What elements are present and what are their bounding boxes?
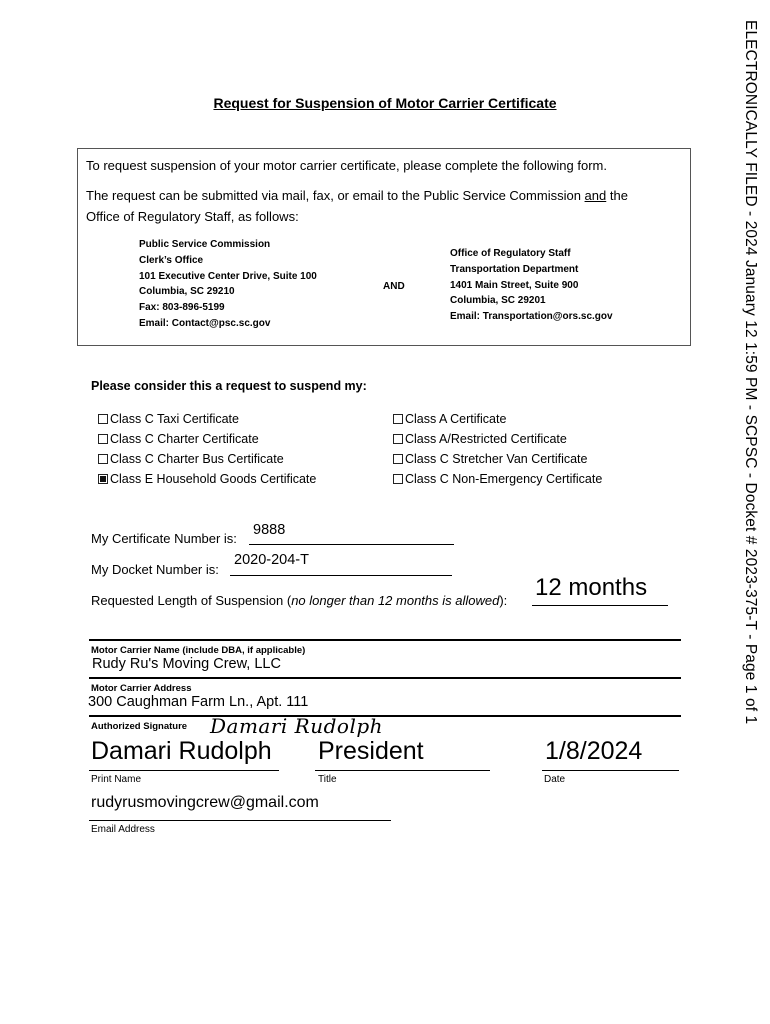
ors-dept: Transportation Department: [450, 263, 579, 275]
certificates-right-column: [393, 409, 602, 489]
cert-class-a[interactable]: Class A Certificate: [393, 409, 602, 429]
psc-name: Public Service Commission: [139, 239, 271, 250]
cert-class-e-household-goods[interactable]: Class E Household Goods Certificate: [98, 469, 316, 489]
ors-name: Office of Regulatory Staff: [450, 248, 571, 259]
ors-address-block: [450, 246, 613, 325]
ors-city: Columbia, SC 29201: [450, 295, 546, 307]
psc-city: Columbia, SC 29210: [139, 286, 235, 298]
carrier-address-value[interactable]: 300 Caughman Farm Ln., Apt. 111: [88, 694, 309, 710]
title-label: Title: [318, 774, 337, 785]
intro-line-1: To request suspension of your motor carrier certificate, please complete the following form.: [86, 158, 607, 173]
carrier-address-top-rule: [89, 677, 681, 679]
email-label: Email Address: [91, 824, 155, 835]
carrier-address-label: Motor Carrier Address: [91, 683, 192, 694]
checkbox[interactable]: [393, 474, 403, 484]
print-name-value[interactable]: Damari Rudolph: [91, 737, 272, 765]
checkbox[interactable]: [393, 414, 403, 424]
docket-number-value[interactable]: 2020-204-T: [234, 552, 309, 568]
suspension-length-label: Requested Length of Suspension (no longer than 12 months is allowed):: [91, 593, 508, 608]
title-value[interactable]: President: [318, 737, 424, 765]
title-line: [315, 770, 490, 771]
psc-address-block: [139, 237, 317, 332]
cert-class-c-non-emergency[interactable]: Class C Non-Emergency Certificate: [393, 469, 602, 489]
checkbox[interactable]: [393, 454, 403, 464]
ors-street: 1401 Main Street, Suite 900: [450, 279, 579, 291]
intro-line-3: Office of Regulatory Staff, as follows:: [86, 209, 299, 224]
docket-number-line: [230, 575, 452, 576]
checkbox[interactable]: [98, 434, 108, 444]
intro-line-2: The request can be submitted via mail, fax, or email to the Public Service Commission and the: [86, 188, 628, 203]
carrier-name-top-rule: [89, 639, 681, 641]
cert-number-label: My Certificate Number is:: [91, 531, 237, 546]
cert-class-c-stretcher-van[interactable]: Class C Stretcher Van Certificate: [393, 449, 602, 469]
certificates-left-column: [98, 409, 316, 489]
electronic-filing-stamp: ELECTRONICALLY FILED - 2024 January 12 1:59 PM - SCPSC - Docket # 2023-375-T - Page 1 of 1: [742, 20, 759, 725]
signature-top-rule: [89, 715, 681, 717]
suspend-prompt: Please consider this a request to suspend my:: [91, 379, 367, 393]
cert-class-c-charter[interactable]: Class C Charter Certificate: [98, 429, 316, 449]
psc-email: Email: Contact@psc.sc.gov: [139, 317, 271, 329]
cert-number-value[interactable]: 9888: [253, 522, 286, 538]
carrier-name-label: Motor Carrier Name (include DBA, if applicable): [91, 645, 306, 656]
page-title: Request for Suspension of Motor Carrier Certificate: [213, 95, 557, 111]
date-line: [542, 770, 679, 771]
docket-number-label: My Docket Number is:: [91, 562, 219, 577]
suspension-length-value[interactable]: 12 months: [535, 574, 648, 601]
signature-label: Authorized Signature: [91, 721, 188, 732]
psc-street: 101 Executive Center Drive, Suite 100: [139, 270, 317, 282]
date-label: Date: [544, 774, 566, 785]
print-name-label: Print Name: [91, 774, 142, 785]
suspension-length-line: [532, 605, 668, 606]
carrier-name-value[interactable]: Rudy Ru's Moving Crew, LLC: [92, 656, 281, 672]
checkbox[interactable]: [393, 434, 403, 444]
psc-office: Clerk’s Office: [139, 254, 204, 266]
ors-email: Email: Transportation@ors.sc.gov: [450, 311, 613, 323]
checkbox-checked[interactable]: [98, 474, 108, 484]
psc-fax: Fax: 803-896-5199: [139, 302, 225, 314]
email-line: [89, 820, 391, 821]
date-value[interactable]: 1/8/2024: [545, 737, 643, 765]
checkbox[interactable]: [98, 454, 108, 464]
cert-number-line: [249, 544, 454, 545]
cert-class-c-taxi[interactable]: Class C Taxi Certificate: [98, 409, 316, 429]
and-label: AND: [383, 281, 405, 292]
print-name-line: [89, 770, 279, 771]
cert-class-c-charter-bus[interactable]: Class C Charter Bus Certificate: [98, 449, 316, 469]
checkbox[interactable]: [98, 414, 108, 424]
signature-value[interactable]: Damari Rudolph: [210, 714, 384, 738]
cert-class-a-restricted[interactable]: Class A/Restricted Certificate: [393, 429, 602, 449]
email-value[interactable]: rudyrusmovingcrew@gmail.com: [91, 794, 319, 811]
